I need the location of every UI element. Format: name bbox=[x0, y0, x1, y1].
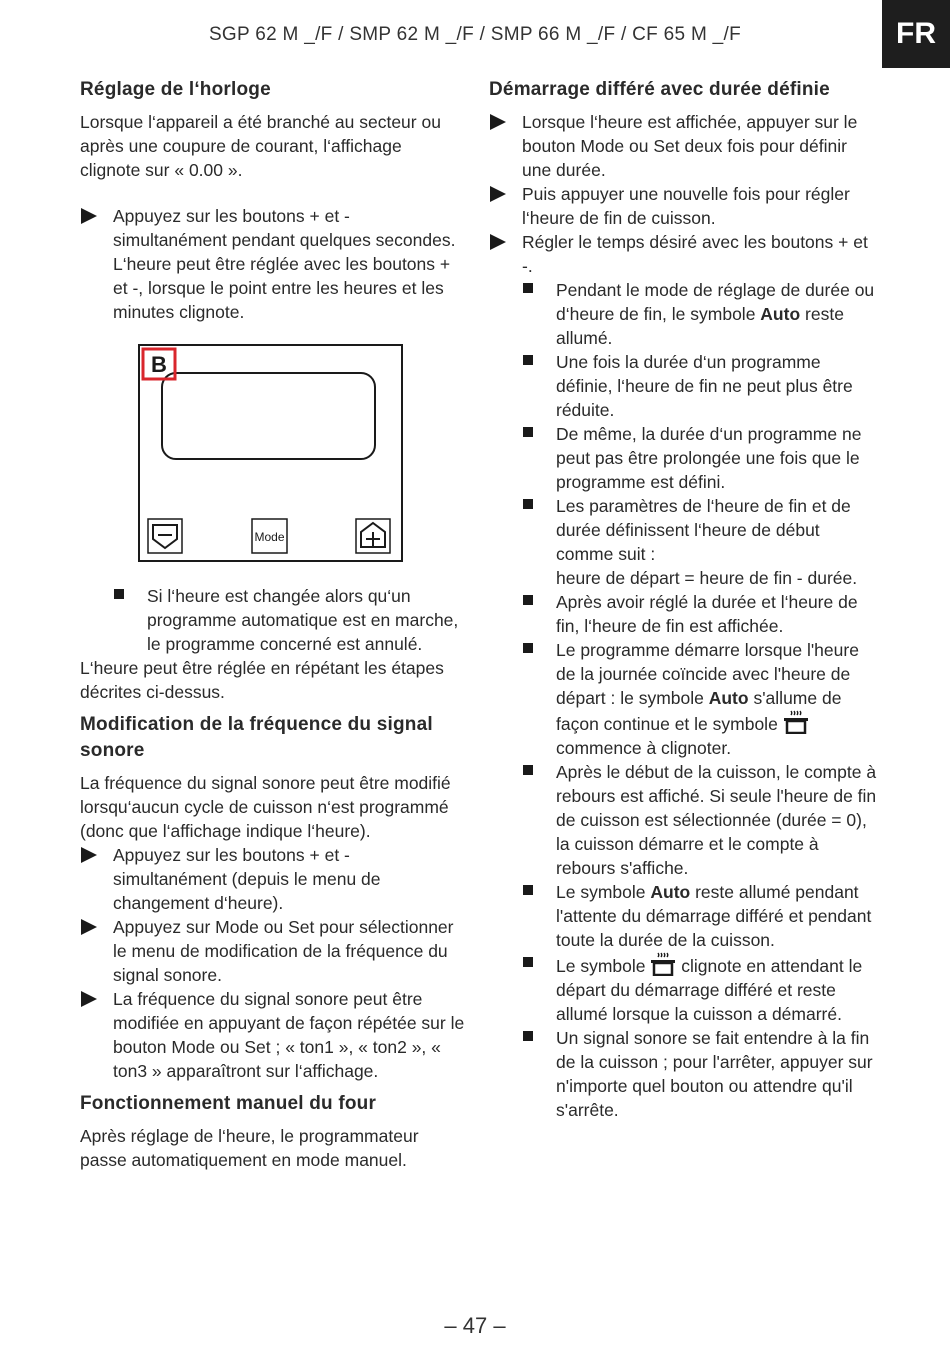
delayed-start-step: Lorsque l‘heure est affichée, appuyer sur le bouton Mode ou Set deux fois pour définir une durée. bbox=[489, 110, 879, 182]
manual-text: Après réglage de l‘heure, le programmateur passe automatiquement en mode manuel. bbox=[80, 1126, 419, 1170]
signal-step: Appuyez sur les boutons + et - simultanément (depuis le menu de changement d‘heure). bbox=[80, 843, 465, 915]
mode-button-label: Mode bbox=[254, 530, 285, 544]
auto-symbol: Auto bbox=[708, 688, 749, 708]
page-header: SGP 62 M _/F / SMP 62 M _/F / SMP 66 M _/F / CF 65 M _/F bbox=[208, 24, 742, 45]
signal-step: La fréquence du signal sonore peut être modifiée en appuyant de façon répétée sur le bouton Mode ou Set ; « ton1 », « ton2 », « ton3 » apparaîtront sur l‘affichage. bbox=[80, 987, 465, 1083]
clock-steps bbox=[80, 204, 465, 324]
delayed-start-step: Puis appuyer une nouvelle fois pour régler l‘heure de fin de cuisson. bbox=[489, 182, 879, 230]
clock-intro: Lorsque l‘appareil a été branché au secteur ou après une coupure de courant, l‘affichage clignote sur « 0.00 ». bbox=[80, 112, 441, 180]
note-end-time: Une fois la durée d‘un programme définie, l‘heure de fin ne peut plus être réduite. bbox=[489, 350, 879, 422]
signal-steps bbox=[80, 843, 465, 1083]
clock-note: Si l‘heure est changée alors qu‘un programme automatique est en marche, le programme concerné est annulé. bbox=[80, 584, 465, 656]
cooking-pot-icon bbox=[650, 952, 676, 976]
delayed-start-steps bbox=[489, 110, 879, 278]
signal-section-title: Modification de la fréquence du signal sonore bbox=[80, 714, 433, 761]
delayed-start-notes bbox=[489, 278, 879, 1122]
auto-symbol: Auto bbox=[760, 304, 801, 324]
note-program-start: Le programme démarre lorsque l'heure de la journée coïncide avec l'heure de départ : le symbole Auto s'allume de façon continue et le symbole commence à clignoter. bbox=[489, 638, 879, 760]
signal-intro: La fréquence du signal sonore peut être modifié lorsqu‘aucun cycle de cuisson n‘est programmé (donc que l‘affichage indique l‘heure). bbox=[80, 773, 451, 841]
clock-notes bbox=[80, 584, 465, 656]
signal-step: Appuyez sur Mode ou Set pour sélectionner le menu de modification de la fréquence du signal sonore. bbox=[80, 915, 465, 987]
figure-label: B bbox=[151, 352, 167, 377]
note-countdown: Après le début de la cuisson, le compte à rebours est affiché. Si seule l'heure de fin de cuisson est sélectionnée (durée = 0), la cuisson démarre et le compte à rebours s'affiche. bbox=[489, 760, 879, 880]
note-signal: Un signal sonore se fait entendre à la fin de la cuisson ; pour l'arrêter, appuyer sur n'importe quel bouton ou attendre qu'il s'arrête. bbox=[489, 1026, 879, 1122]
start-time-formula: heure de départ = heure de fin - durée. bbox=[556, 568, 858, 588]
note-duration: De même, la durée d‘un programme ne peut pas être prolongée une fois que le programme est défini. bbox=[489, 422, 879, 494]
delayed-start-title: Démarrage différé avec durée définie bbox=[489, 79, 830, 100]
note-start-time: Les paramètres de l‘heure de fin et de durée définissent l‘heure de début comme suit : heure de départ = heure de fin - durée. bbox=[489, 494, 879, 590]
clock-section-title: Réglage de l‘horloge bbox=[80, 79, 271, 100]
note-pot-blinks: Le symbole clignote en attendant le départ du démarrage différé et reste allumé lorsque la cuisson a démarré. bbox=[489, 952, 879, 1026]
language-badge: FR bbox=[882, 0, 950, 68]
mode-button-drawing bbox=[252, 519, 287, 553]
plus-icon bbox=[356, 519, 390, 553]
delayed-start-step: Régler le temps désiré avec les boutons + et -. bbox=[489, 230, 879, 278]
control-panel-figure bbox=[138, 344, 404, 564]
left-column bbox=[80, 77, 465, 1172]
manual-section-title: Fonctionnement manuel du four bbox=[80, 1093, 377, 1114]
note-auto-lit: Le symbole Auto reste allumé pendant l'attente du démarrage différé et pendant toute la durée de la cuisson. bbox=[489, 880, 879, 952]
minus-icon bbox=[148, 519, 182, 553]
control-panel-drawing bbox=[138, 344, 404, 564]
note-end-displayed: Après avoir réglé la durée et l‘heure de fin, l‘heure de fin est affichée. bbox=[489, 590, 879, 638]
right-column bbox=[489, 77, 879, 1122]
clock-step: Appuyez sur les boutons + et - simultanément pendant quelques secondes. L‘heure peut être réglée avec les boutons + et -, lorsque le point entre les heures et les minutes clignote. bbox=[80, 204, 465, 324]
page-number: – 47 – bbox=[444, 1313, 506, 1338]
clock-outro: L‘heure peut être réglée en répétant les étapes décrites ci-dessus. bbox=[80, 658, 444, 702]
cooking-pot-icon bbox=[783, 710, 809, 734]
auto-symbol: Auto bbox=[650, 882, 691, 902]
note-auto-symbol: Pendant le mode de réglage de durée ou d‘heure de fin, le symbole Auto reste allumé. bbox=[489, 278, 879, 350]
